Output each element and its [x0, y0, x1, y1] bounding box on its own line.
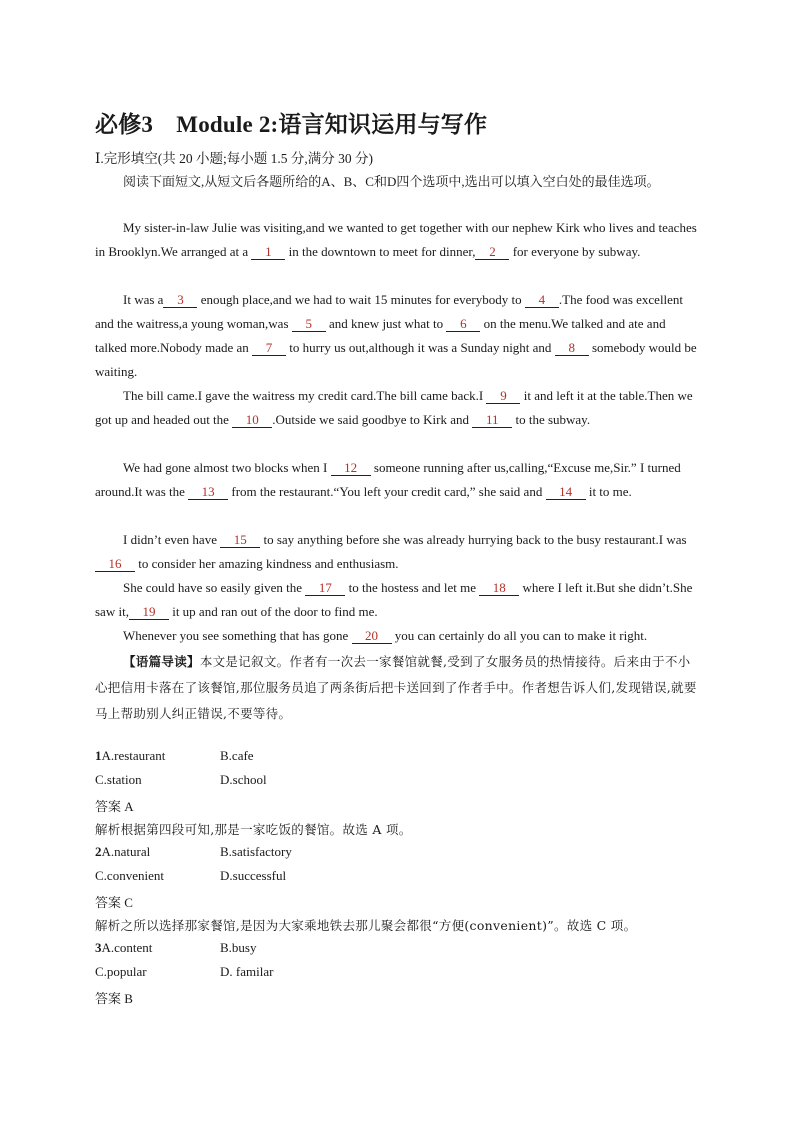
blank-10: 10	[232, 412, 272, 428]
option-b: B.busy	[220, 940, 257, 955]
blank-13: 13	[188, 484, 228, 500]
blank-9: 9	[486, 388, 520, 404]
passage-text: it and left it at the table.Then we got up and headed out the	[95, 388, 693, 427]
blank-12: 12	[331, 460, 371, 476]
passage-text: enough place,and we had to wait 15 minutes for everybody to	[197, 292, 525, 307]
answer-3: 答案 B	[95, 991, 133, 1006]
blank-11: 11	[472, 412, 512, 428]
passage-text: it up and ran out of the door to find me.	[168, 604, 378, 619]
passage-text: to the subway.	[512, 412, 591, 427]
passage-text: in the downtown to meet for dinner,	[285, 244, 476, 259]
passage-text: from the restaurant.“You left your credit card,” she said and	[228, 484, 546, 499]
passage-paragraph-5	[95, 528, 700, 576]
passage-text: for everyone by subway.	[509, 244, 641, 259]
passage-text: It was a	[123, 292, 164, 307]
blank-6: 6	[446, 316, 480, 332]
question-2	[95, 840, 292, 888]
passage-text: We had gone almost two blocks when I	[123, 460, 331, 475]
instruction-text: 阅读下面短文,从短文后各题所给的A、B、C和D四个选项中,选出可以填入空白处的最佳选项。	[123, 174, 660, 189]
option-d: D. familar	[220, 964, 274, 979]
answer-1: 答案 A	[95, 799, 134, 814]
guide-label: 【语篇导读】	[123, 654, 200, 669]
blank-16: 16	[95, 556, 135, 572]
passage-text: on the menu.We talked and ate and talked more.Nobody made an	[95, 316, 666, 355]
question-3	[95, 936, 273, 984]
passage-text: and knew just what to	[325, 316, 447, 331]
passage-paragraph-2	[95, 288, 700, 384]
passage-text: .Outside we said goodbye to Kirk and	[272, 412, 473, 427]
blank-20: 20	[352, 628, 392, 644]
option-b: B.satisfactory	[220, 844, 292, 859]
blank-14: 14	[546, 484, 586, 500]
option-b: B.cafe	[220, 748, 254, 763]
blank-2: 2	[475, 244, 509, 260]
passage-paragraph-1	[95, 216, 700, 264]
passage-text: Whenever you see something that has gone	[123, 628, 352, 643]
blank-7: 7	[252, 340, 286, 356]
passage-text: She could have so easily given the	[123, 580, 306, 595]
passage-text: .The food was excellent and the waitress,a young woman,was	[95, 292, 684, 331]
question-number: 1	[95, 748, 102, 763]
option-d: D.successful	[220, 868, 287, 883]
passage-text: to the hostess and let me	[345, 580, 480, 595]
section-heading: Ⅰ.完形填空(共 20 小题;每小题 1.5 分,满分 30 分)	[95, 151, 373, 166]
passage-guide	[95, 649, 700, 727]
passage-paragraph-6	[95, 576, 700, 624]
answer-2: 答案 C	[95, 895, 133, 910]
page-title: 必修3 Module 2:语言知识运用与写作	[95, 112, 488, 137]
blank-8: 8	[555, 340, 589, 356]
option-d: D.school	[220, 772, 267, 787]
passage-text: you can certainly do all you can to make it right.	[391, 628, 648, 643]
question-number: 3	[95, 940, 102, 955]
question-number: 2	[95, 844, 102, 859]
passage-text: The bill came.I gave the waitress my credit card.The bill came back.I	[123, 388, 487, 403]
guide-text: 本文是记叙文。作者有一次去一家餐馆就餐,受到了女服务员的热情接待。后来由于不小心把信用卡落在了该餐馆,那位服务员追了两条街后把卡送回到了作者手中。作者想告诉人们,发现错误,就要马上帮助别人纠正错误,不要等待。	[95, 654, 697, 721]
blank-5: 5	[292, 316, 326, 332]
passage-text: to hurry us out,although it was a Sunday night and	[286, 340, 555, 355]
blank-1: 1	[251, 244, 285, 260]
passage-paragraph-3	[95, 384, 700, 432]
option-c: C.station	[95, 772, 142, 787]
passage-paragraph-4	[95, 456, 700, 504]
option-c: C.popular	[95, 964, 147, 979]
explanation-2: 解析之所以选择那家餐馆,是因为大家乘地铁去那儿聚会都很“方便(convenient)”。故选 C 项。	[95, 918, 637, 933]
passage-paragraph-7	[95, 624, 700, 648]
passage-text: it to me.	[585, 484, 632, 499]
option-c: C.convenient	[95, 868, 164, 883]
option-a: 3A.content	[95, 940, 153, 955]
blank-4: 4	[525, 292, 559, 308]
passage-text: I didn’t even have	[123, 532, 221, 547]
passage-text: somebody would be waiting.	[95, 340, 697, 379]
blank-19: 19	[129, 604, 169, 620]
option-a: 1A.restaurant	[95, 748, 166, 763]
explanation-1: 解析根据第四段可知,那是一家吃饭的餐馆。故选 A 项。	[95, 822, 412, 837]
passage-text: My sister-in-law Julie was visiting,and we wanted to get together with our nephew Kirk who lives and teaches in Brooklyn.We arranged at a	[95, 220, 697, 259]
question-1	[95, 744, 267, 792]
passage-text: where I left it.But she didn’t.She saw it,	[95, 580, 693, 619]
blank-18: 18	[479, 580, 519, 596]
passage-text: to consider her amazing kindness and enthusiasm.	[135, 556, 399, 571]
option-a: 2A.natural	[95, 844, 151, 859]
blank-3: 3	[163, 292, 197, 308]
passage-text: to say anything before she was already hurrying back to the busy restaurant.I was	[260, 532, 687, 547]
blank-15: 15	[220, 532, 260, 548]
passage-text: someone running after us,calling,“Excuse me,Sir.” I turned around.It was the	[95, 460, 681, 499]
blank-17: 17	[305, 580, 345, 596]
